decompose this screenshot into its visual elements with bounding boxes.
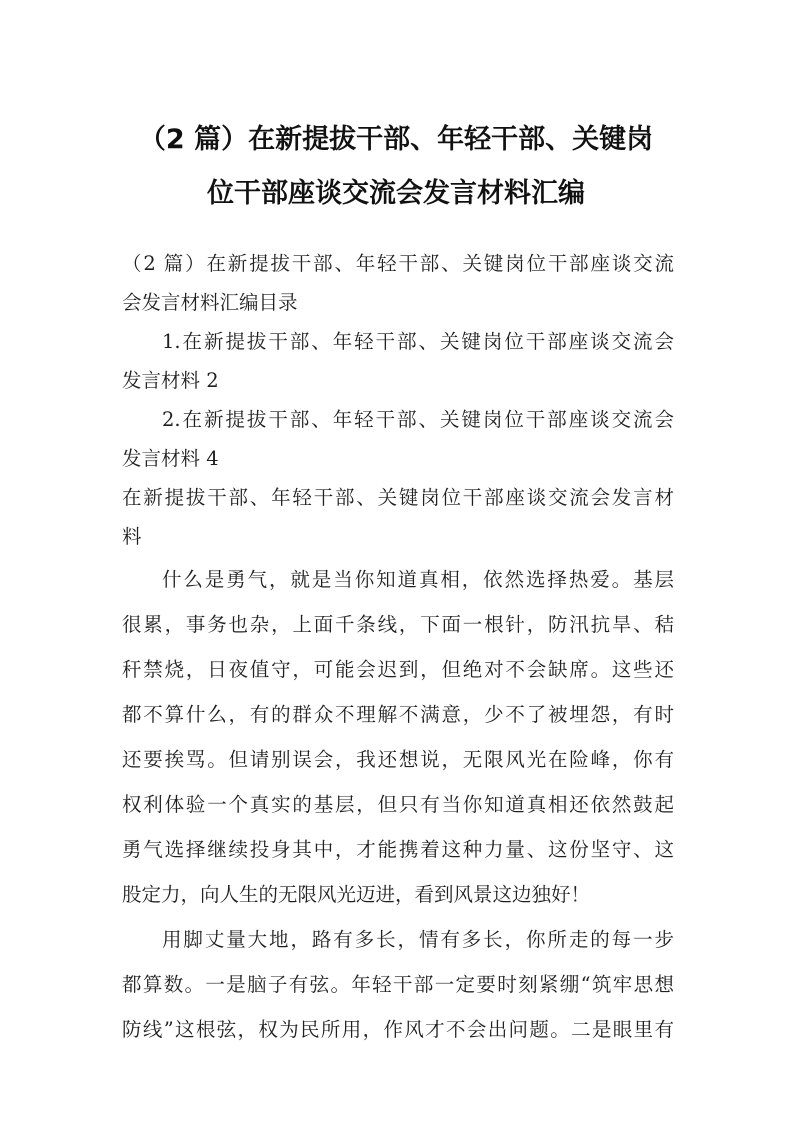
document-title-line-1: （2 篇）在新提拔干部、年轻干部、关键岗 [138, 124, 654, 155]
paragraph-2-line-1: 用脚丈量大地，路有多长，情有多长，你所走的每一步 [162, 928, 674, 951]
paragraph-1-line-3: 秆禁烧，日夜值守，可能会迟到，但绝对不会缺席。这些还 [122, 658, 674, 681]
paragraph-1-line-6: 权利体验一个真实的基层，但只有当你知道真相还依然鼓起 [122, 793, 674, 816]
paragraph-1-line-1: 什么是勇气，就是当你知道真相，依然选择热爱。基层 [162, 568, 674, 591]
paragraph-1-line-5: 还要挨骂。但请别误会，我还想说，无限风光在险峰，你有 [122, 748, 674, 771]
toc-item-2-line-1: 2.在新提拔干部、年轻干部、关键岗位干部座谈交流会 [162, 408, 674, 431]
document-title-line-2: 位干部座谈交流会发言材料汇编 [207, 178, 585, 209]
toc-item-2-line-2: 发言材料 4 [122, 447, 219, 470]
paragraph-2-line-3: 防线”这根弦，权为民所用，作风才不会出问题。二是眼里有 [122, 1018, 674, 1041]
toc-item-1-line-2: 发言材料 2 [122, 369, 219, 392]
toc-heading-line-1: （2 篇）在新提拔干部、年轻干部、关键岗位干部座谈交流 [122, 252, 674, 275]
toc-item-1-line-1: 1.在新提拔干部、年轻干部、关键岗位干部座谈交流会 [162, 330, 674, 353]
paragraph-1-line-7: 勇气选择继续投身其中，才能携着这种力量、这份坚守、这 [122, 838, 674, 861]
paragraph-1-line-4: 都不算什么，有的群众不理解不满意，少不了被埋怨，有时 [122, 703, 674, 726]
section-title-line-2: 料 [122, 525, 142, 548]
paragraph-2-line-2: 都算数。一是脑子有弦。年轻干部一定要时刻紧绷“筑牢思想 [122, 973, 674, 996]
section-title-line-1: 在新提拔干部、年轻干部、关键岗位干部座谈交流会发言材 [122, 486, 674, 509]
paragraph-1-line-8: 股定力，向人生的无限风光迈进，看到风景这边独好！ [122, 883, 591, 906]
toc-heading-line-2: 会发言材料汇编目录 [122, 291, 298, 314]
paragraph-1-line-2: 很累，事务也杂，上面千条线，下面一根针，防汛抗旱、秸 [122, 613, 674, 636]
